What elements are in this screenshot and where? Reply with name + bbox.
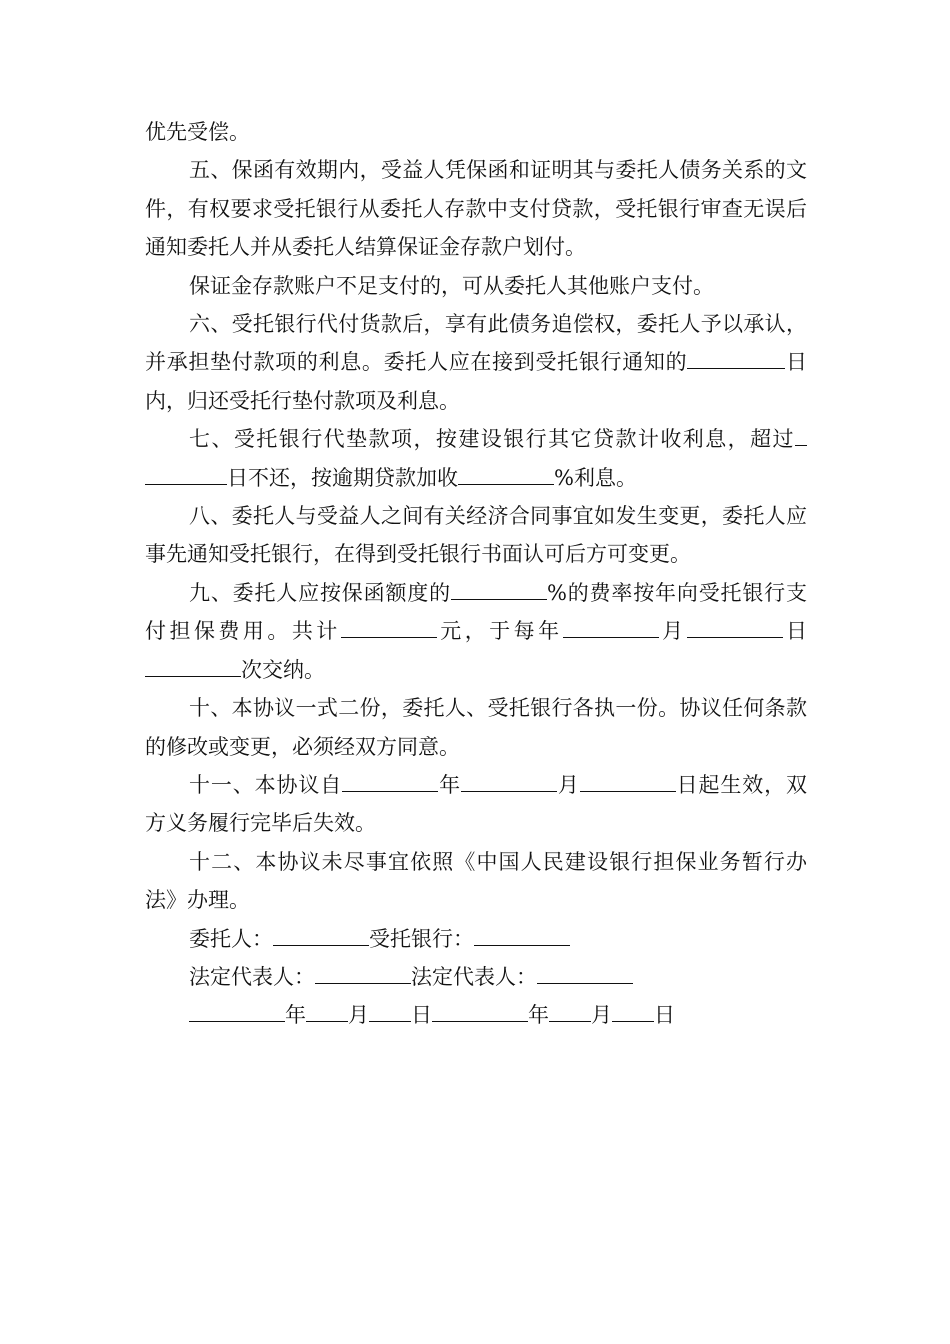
clause-11-year: 年: [438, 772, 461, 797]
clause-9-text-4: 月: [658, 619, 687, 644]
blank-line: [687, 349, 743, 369]
blank-line: [341, 618, 437, 638]
clause-7: [145, 420, 807, 497]
blank-line: [451, 580, 547, 600]
clause-6-text-end: 日内，归还受托行垫付款项及利息。: [145, 350, 808, 413]
clause-9-text-end: 次交纳。: [241, 657, 325, 682]
clause-9-text-2: %的费率按年向受托银行支付担保费用。共计: [145, 580, 807, 644]
blank-line: [342, 772, 438, 792]
blank-line: [612, 1002, 654, 1022]
date-day-label-2: 日: [654, 1003, 675, 1028]
clause-9: [145, 574, 807, 689]
legal-rep-label-2: 法定代表人：: [411, 964, 537, 989]
blank-line: [369, 1002, 411, 1022]
blank-line: [743, 349, 785, 369]
blank-line: [189, 1002, 285, 1022]
clause-11: [145, 766, 807, 843]
clause-6-text: 六、受托银行代付货款后，享有此债务追偿权，委托人予以承认，并承担垫付款项的利息。委托人应在接到受托银行通知的: [145, 312, 807, 375]
clause-10: 十、本协议一式二份，委托人、受托银行各执一份。协议任何条款的修改或变更，必须经双方同意。: [145, 696, 807, 759]
signature-parties: [145, 920, 807, 958]
date-month-label-2: 月: [591, 1003, 612, 1028]
clause-5-note: 保证金存款账户不足支付的，可从委托人其他账户支付。: [189, 273, 714, 298]
contract-body: [145, 113, 807, 1035]
blank-line: [145, 465, 227, 485]
blank-line: [474, 926, 570, 946]
signature-representatives: [145, 958, 807, 996]
blank-line: [315, 964, 411, 984]
clause-11-text: 十一、本协议自: [189, 772, 343, 797]
blank-line: [549, 1002, 591, 1022]
signature-dates: [145, 996, 807, 1034]
date-day-label: 日: [411, 1003, 432, 1028]
blank-line: [563, 618, 659, 638]
date-year-label: 年: [285, 1003, 306, 1028]
blank-line: [580, 772, 676, 792]
bank-label: 受托银行：: [369, 926, 474, 951]
principal-label: 委托人：: [189, 926, 273, 951]
blank-line: [461, 772, 557, 792]
blank-line: [145, 657, 241, 677]
clause-12: 十二、本协议未尽事宜依照《中国人民建设银行担保业务暂行办法》办理。: [145, 849, 807, 913]
blank-line: [687, 618, 783, 638]
blank-line: [306, 1002, 348, 1022]
clause-5: 五、保函有效期内，受益人凭保函和证明其与委托人债务关系的文件，有权要求受托银行从委托人存款中支付贷款，受托银行审查无误后通知委托人并从委托人结算保证金存款户划付。: [145, 158, 807, 260]
clause-7-text: 七、受托银行代垫款项，按建设银行其它贷款计收利息，超过: [189, 427, 795, 452]
clause-11-text-end: 日起生效，双方义务履行完毕后失效。: [145, 772, 808, 836]
blank-line: [273, 926, 369, 946]
blank-line: [795, 426, 807, 446]
clause-9-text-3: 元，于每年: [436, 619, 563, 644]
date-year-label-2: 年: [528, 1003, 549, 1028]
clause-9-text-5: 日: [782, 619, 808, 644]
clause-8: 八、委托人与受益人之间有关经济合同事宜如发生变更，委托人应事先通知受托银行，在得到受托银行书面认可后方可变更。: [145, 504, 807, 567]
blank-line: [458, 465, 554, 485]
clause-11-month: 月: [556, 772, 580, 797]
clause-6: [145, 305, 807, 420]
clause-7-text-mid: 日不还，按逾期贷款加收: [227, 465, 458, 490]
blank-line: [537, 964, 633, 984]
clause-9-text: 九、委托人应按保函额度的: [189, 580, 451, 605]
legal-rep-label: 法定代表人：: [189, 964, 315, 989]
paragraph-continuation: 优先受偿。: [145, 120, 250, 144]
blank-line: [432, 1002, 528, 1022]
date-month-label: 月: [348, 1003, 369, 1028]
clause-7-text-end: %利息。: [554, 465, 637, 490]
